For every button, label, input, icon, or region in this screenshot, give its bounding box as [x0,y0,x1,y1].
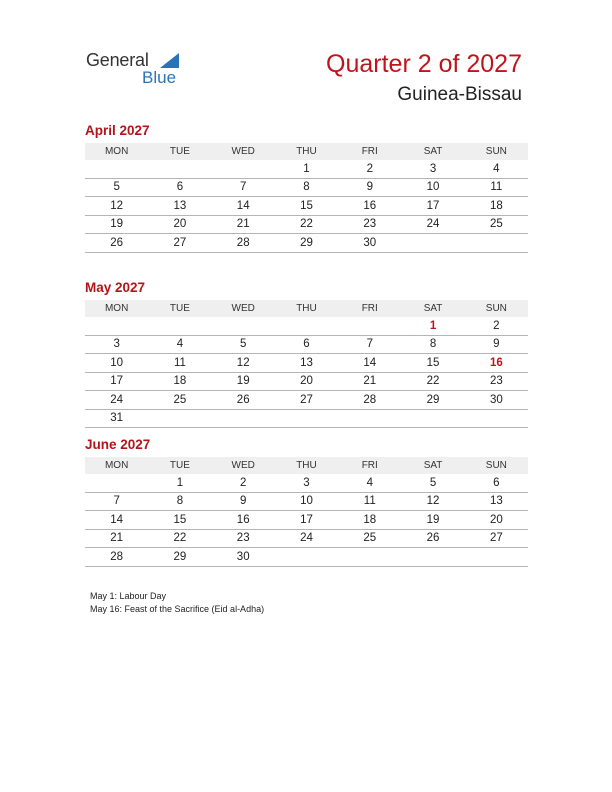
weekday-header: MON [85,300,148,317]
empty-cell [338,409,401,428]
day-cell: 20 [275,372,338,391]
day-cell: 8 [148,492,211,511]
day-cell: 26 [85,234,148,253]
day-cell: 7 [338,335,401,354]
empty-cell [85,474,148,492]
weekday-header: THU [275,300,338,317]
empty-cell [85,160,148,178]
day-cell: 29 [148,548,211,567]
weekday-header: FRI [338,300,401,317]
calendar-table [85,143,528,253]
day-cell: 5 [401,474,464,492]
day-cell: 20 [148,215,211,234]
empty-cell [275,409,338,428]
day-cell: 1 [148,474,211,492]
empty-cell [401,548,464,567]
day-cell: 27 [275,391,338,410]
month-april [85,122,528,253]
weekday-header: TUE [148,457,211,474]
day-cell: 18 [338,511,401,530]
day-cell: 18 [148,372,211,391]
day-cell: 29 [275,234,338,253]
day-cell: 7 [212,178,275,197]
day-cell: 17 [85,372,148,391]
weekday-header: FRI [338,457,401,474]
day-cell: 29 [401,391,464,410]
empty-cell [212,160,275,178]
country-name: Guinea-Bissau [397,84,522,105]
page-title: Quarter 2 of 2027 [326,50,522,78]
day-cell: 10 [401,178,464,197]
week-row [85,178,528,197]
day-cell: 28 [85,548,148,567]
day-cell: 22 [401,372,464,391]
day-cell: 11 [465,178,528,197]
day-cell: 3 [275,474,338,492]
day-cell: 4 [338,474,401,492]
weekday-header: TUE [148,300,211,317]
weekday-header: TUE [148,143,211,160]
day-cell: 9 [338,178,401,197]
day-cell: 5 [85,178,148,197]
logo-triangle-icon [160,53,179,68]
day-cell: 17 [401,197,464,216]
day-cell: 6 [148,178,211,197]
weekday-header: SUN [465,143,528,160]
day-cell: 16 [465,354,528,373]
week-row [85,511,528,530]
day-cell: 25 [148,391,211,410]
week-row [85,492,528,511]
day-cell: 9 [212,492,275,511]
empty-cell [148,317,211,335]
weekday-header: SAT [401,457,464,474]
day-cell: 12 [212,354,275,373]
day-cell: 2 [212,474,275,492]
month-title: April 2027 [85,123,150,138]
day-cell: 14 [212,197,275,216]
month-title: June 2027 [85,437,151,452]
day-cell: 14 [338,354,401,373]
holiday-note: May 1: Labour Day [90,591,167,601]
day-cell: 10 [85,354,148,373]
week-row [85,317,528,335]
week-row [85,197,528,216]
day-cell: 26 [212,391,275,410]
week-row [85,234,528,253]
day-cell: 30 [338,234,401,253]
weekday-header: SUN [465,457,528,474]
calendar-table [85,457,528,567]
day-cell: 24 [275,529,338,548]
day-cell: 24 [401,215,464,234]
weekday-header: THU [275,143,338,160]
week-row [85,409,528,428]
day-cell: 24 [85,391,148,410]
day-cell: 17 [275,511,338,530]
month-june [85,436,528,567]
week-row [85,354,528,373]
empty-cell [338,317,401,335]
empty-cell [275,317,338,335]
day-cell: 22 [148,529,211,548]
day-cell: 11 [338,492,401,511]
day-cell: 14 [85,511,148,530]
day-cell: 23 [212,529,275,548]
holiday-notes [90,590,264,615]
logo-blue-text: Blue [142,68,177,87]
week-row [85,529,528,548]
day-cell: 16 [338,197,401,216]
day-cell: 15 [275,197,338,216]
weekday-header: WED [212,143,275,160]
day-cell: 1 [401,317,464,335]
day-cell: 23 [465,372,528,391]
weekday-header: THU [275,457,338,474]
weekday-header: SUN [465,300,528,317]
empty-cell [275,548,338,567]
day-cell: 20 [465,511,528,530]
day-cell: 30 [212,548,275,567]
day-cell: 5 [212,335,275,354]
day-cell: 3 [85,335,148,354]
day-cell: 13 [148,197,211,216]
day-cell: 19 [212,372,275,391]
day-cell: 9 [465,335,528,354]
month-may [85,279,528,428]
day-cell: 15 [401,354,464,373]
day-cell: 23 [338,215,401,234]
day-cell: 8 [275,178,338,197]
day-cell: 21 [338,372,401,391]
empty-cell [148,160,211,178]
month-title: May 2027 [85,280,146,295]
weekday-header: SAT [401,143,464,160]
day-cell: 12 [85,197,148,216]
day-cell: 28 [212,234,275,253]
weekday-header: MON [85,457,148,474]
logo [86,50,196,90]
empty-cell [465,234,528,253]
empty-cell [401,234,464,253]
day-cell: 13 [275,354,338,373]
day-cell: 19 [85,215,148,234]
day-cell: 4 [465,160,528,178]
empty-cell [401,409,464,428]
calendar-table [85,300,528,428]
day-cell: 13 [465,492,528,511]
empty-cell [338,548,401,567]
empty-cell [465,548,528,567]
day-cell: 2 [465,317,528,335]
week-row [85,372,528,391]
day-cell: 1 [275,160,338,178]
day-cell: 3 [401,160,464,178]
day-cell: 31 [85,409,148,428]
empty-cell [85,317,148,335]
holiday-note: May 16: Feast of the Sacrifice (Eid al-Adha) [90,603,265,614]
week-row [85,391,528,410]
day-cell: 21 [85,529,148,548]
weekday-header: WED [212,457,275,474]
day-cell: 12 [401,492,464,511]
week-row [85,474,528,492]
day-cell: 2 [338,160,401,178]
day-cell: 15 [148,511,211,530]
empty-cell [465,409,528,428]
week-row [85,335,528,354]
weekday-header: FRI [338,143,401,160]
day-cell: 6 [465,474,528,492]
day-cell: 27 [465,529,528,548]
empty-cell [212,409,275,428]
weekday-header: SAT [401,300,464,317]
week-row [85,160,528,178]
day-cell: 18 [465,197,528,216]
day-cell: 22 [275,215,338,234]
day-cell: 27 [148,234,211,253]
week-row [85,548,528,567]
empty-cell [148,409,211,428]
day-cell: 30 [465,391,528,410]
day-cell: 10 [275,492,338,511]
day-cell: 21 [212,215,275,234]
day-cell: 11 [148,354,211,373]
day-cell: 7 [85,492,148,511]
weekday-header: WED [212,300,275,317]
day-cell: 28 [338,391,401,410]
day-cell: 8 [401,335,464,354]
day-cell: 16 [212,511,275,530]
day-cell: 6 [275,335,338,354]
day-cell: 25 [338,529,401,548]
empty-cell [212,317,275,335]
day-cell: 4 [148,335,211,354]
day-cell: 19 [401,511,464,530]
day-cell: 25 [465,215,528,234]
weekday-header: MON [85,143,148,160]
day-cell: 26 [401,529,464,548]
week-row [85,215,528,234]
logo-general-text: General [86,50,149,70]
